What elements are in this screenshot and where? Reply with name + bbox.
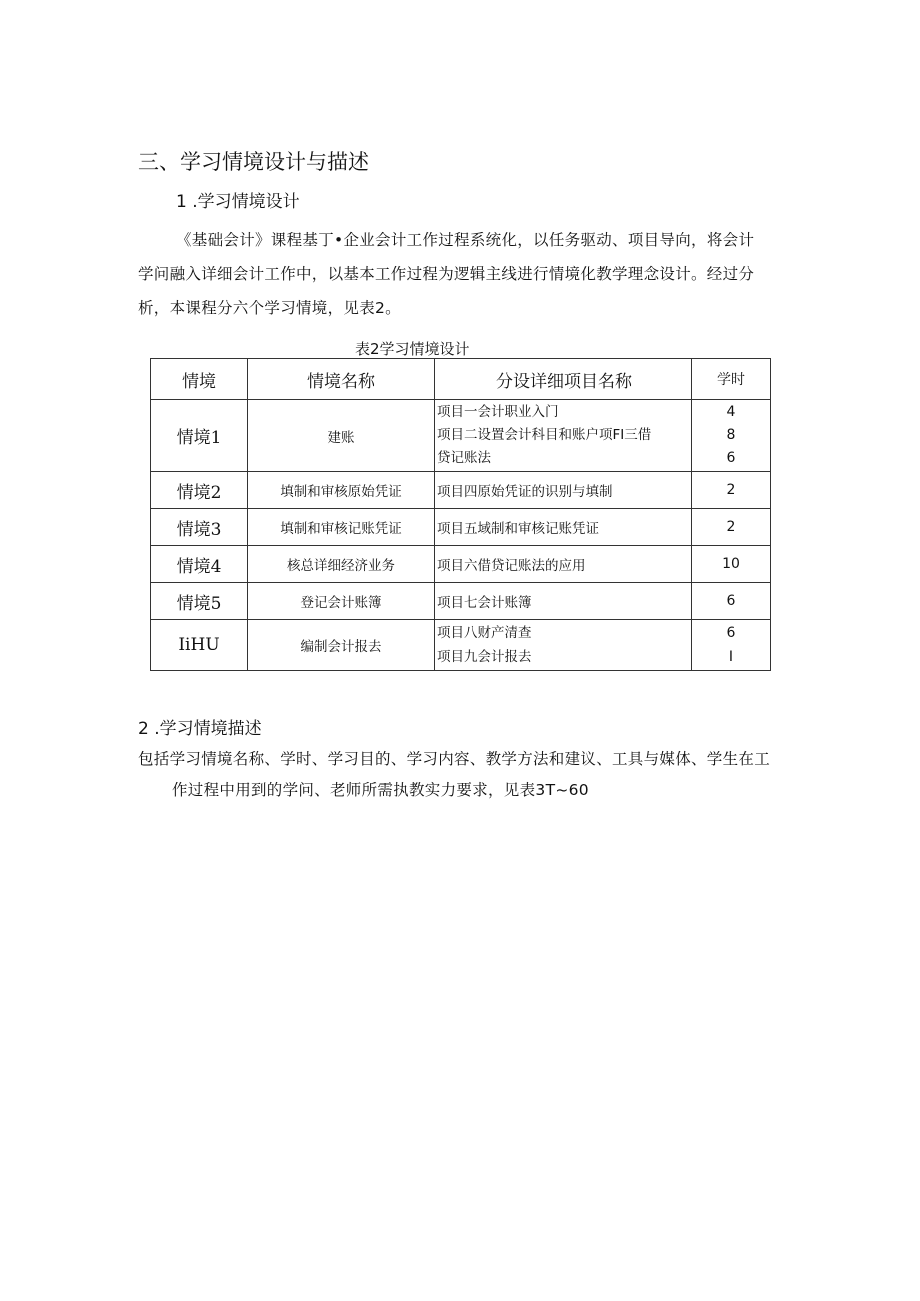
row-projects [435, 620, 692, 671]
hours-value: 8 [726, 427, 736, 443]
row-hours [692, 620, 771, 671]
paragraph-1-line-2: 学问融入详细会计工作中，以基本工作过程为逻辑主线进行情境化教学理念设计。经过分 [138, 265, 755, 283]
hours-value: I [728, 649, 734, 665]
table-header-row [151, 359, 771, 400]
scenario-table [150, 358, 771, 671]
table-caption: 表2学习情境设计 [355, 340, 470, 358]
row-scene-name: 填制和审核原始凭证 [248, 472, 435, 509]
project-line: 贷记账法 [437, 450, 491, 466]
row-scene: 情境4 [151, 546, 248, 583]
table-row [151, 509, 771, 546]
paragraph-2-line-2: 作过程中用到的学问、老师所需执教实力要求，见表3T~60 [172, 781, 589, 799]
project-line: 项目八财产清查 [437, 625, 532, 641]
hours-value: 6 [726, 450, 736, 466]
table-row [151, 620, 771, 671]
table-row [151, 546, 771, 583]
header-scene-name: 情境名称 [248, 359, 435, 400]
table-row [151, 472, 771, 509]
header-projects: 分设详细项目名称 [435, 359, 692, 400]
row-projects: 项目五域制和审核记账凭证 [435, 509, 692, 546]
subsection-title-1: 1 .学习情境设计 [176, 192, 300, 212]
row-scene-name: 填制和审核记账凭证 [248, 509, 435, 546]
row-projects: 项目七会计账簿 [435, 583, 692, 620]
hours-value: 4 [726, 404, 736, 420]
row-scene: 情境3 [151, 509, 248, 546]
project-line: 项目九会计报去 [437, 649, 532, 665]
row-scene-name: 登记会计账簿 [248, 583, 435, 620]
project-line: 项目二设置会计科目和账户项FI三借 [437, 427, 652, 443]
row-scene: IiHU [151, 620, 248, 671]
row-hours: 2 [692, 472, 771, 509]
subsection-title-2: 2 .学习情境描述 [138, 719, 262, 739]
section-title: 三、学习情境设计与描述 [138, 150, 369, 174]
row-hours: 6 [692, 583, 771, 620]
row-projects [435, 400, 692, 472]
row-hours [692, 400, 771, 472]
row-scene: 情境1 [151, 400, 248, 472]
row-hours: 10 [692, 546, 771, 583]
paragraph-2-line-1: 包括学习情境名称、学时、学习目的、学习内容、教学方法和建议、工具与媒体、学生在工 [138, 750, 771, 768]
row-projects: 项目六借贷记账法的应用 [435, 546, 692, 583]
row-scene: 情境5 [151, 583, 248, 620]
row-scene-name: 编制会计报去 [248, 620, 435, 671]
paragraph-1-line-3: 析，本课程分六个学习情境，见表2。 [138, 299, 401, 317]
row-scene-name: 建账 [248, 400, 435, 472]
project-line: 项目一会计职业入门 [437, 404, 559, 420]
row-scene: 情境2 [151, 472, 248, 509]
paragraph-1-line-1: 《基础会计》课程基丁•企业会计工作过程系统化，以任务驱动、项目导向，将会计 [176, 231, 755, 249]
hours-value: 6 [726, 625, 736, 641]
table-row [151, 583, 771, 620]
row-hours: 2 [692, 509, 771, 546]
header-hours: 学时 [692, 359, 771, 400]
header-scene: 情境 [151, 359, 248, 400]
row-scene-name: 核总详细经济业务 [248, 546, 435, 583]
row-projects: 项目四原始凭证的识别与填制 [435, 472, 692, 509]
table-row [151, 400, 771, 472]
